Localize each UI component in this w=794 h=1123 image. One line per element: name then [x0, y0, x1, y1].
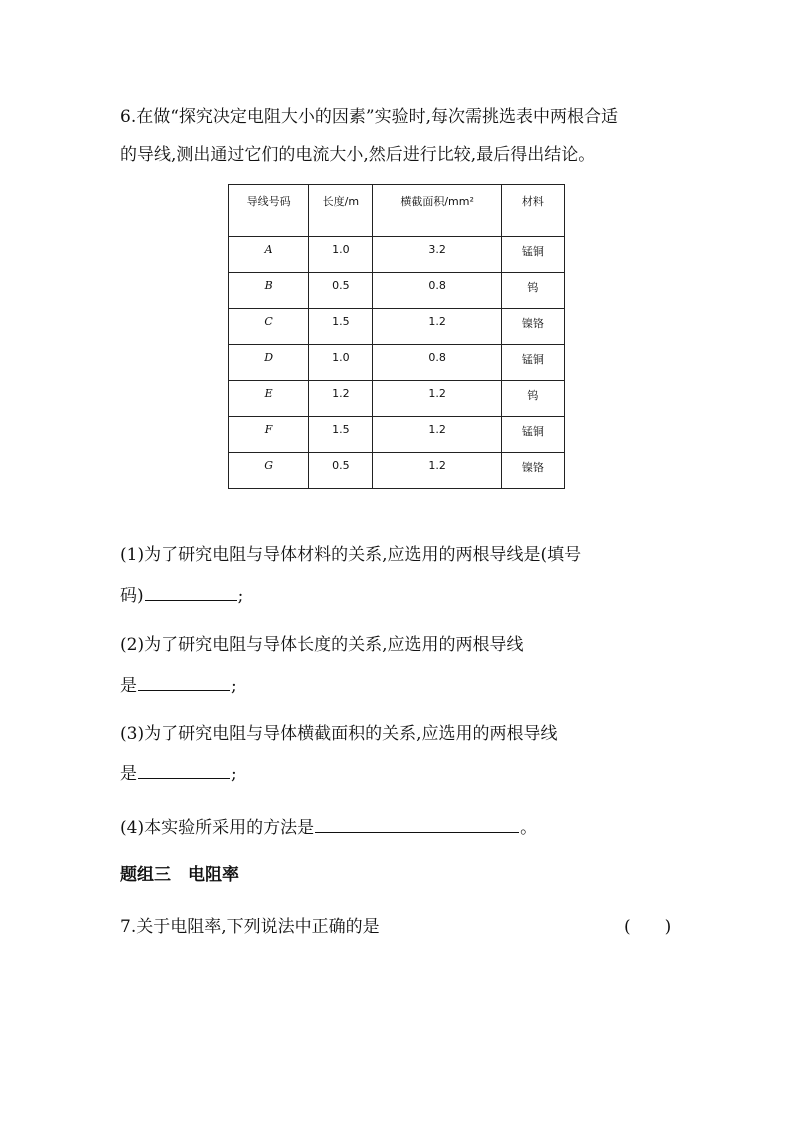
header-wire-code: 导线号码 [229, 185, 309, 237]
table-row [229, 453, 565, 489]
cell-code: A [229, 237, 309, 273]
cell-area: 1.2 [373, 453, 501, 489]
table-row [229, 345, 565, 381]
cell-length: 1.0 [309, 345, 373, 381]
sub-question-3-end: ; [231, 764, 237, 784]
sub-question-2-answer [120, 674, 237, 697]
sub-question-3-answer [120, 762, 237, 785]
question-7: 7.关于电阻率,下列说法中正确的是 [120, 917, 380, 937]
cell-code: D [229, 345, 309, 381]
sub-question-4 [120, 816, 537, 839]
sub-question-1: (1)为了研究电阻与导体材料的关系,应选用的两根导线是(填号 [120, 545, 582, 565]
cell-material: 锰铜 [501, 345, 564, 381]
cell-area: 1.2 [373, 417, 501, 453]
answer-parentheses[interactable]: ( ) [624, 917, 672, 937]
header-length: 长度/m [309, 185, 373, 237]
question-6-line-2: 的导线,测出通过它们的电流大小,然后进行比较,最后得出结论。 [120, 145, 596, 165]
sub-question-1-cont: 码) [120, 586, 144, 606]
question-6-line-1: 6.在做“探究决定电阻大小的因素”实验时,每次需挑选表中两根合适 [120, 107, 619, 127]
cell-length: 0.5 [309, 273, 373, 309]
cell-code: B [229, 273, 309, 309]
sub-question-4-end: 。 [520, 818, 538, 838]
sub-question-2-cont: 是 [120, 676, 137, 696]
sub-question-1-end: ; [237, 586, 244, 606]
answer-blank-2[interactable] [138, 674, 230, 691]
cell-area: 0.8 [373, 345, 501, 381]
wire-table [228, 184, 565, 489]
cell-material: 锰铜 [501, 417, 564, 453]
cell-area: 1.2 [373, 309, 501, 345]
cell-material: 镍铬 [501, 453, 564, 489]
answer-blank-4[interactable] [315, 816, 519, 833]
table-row [229, 381, 565, 417]
cell-code: G [229, 453, 309, 489]
header-cross-section: 横截面积/mm² [373, 185, 501, 237]
sub-question-3-cont: 是 [120, 764, 137, 784]
cell-code: C [229, 309, 309, 345]
cell-area: 1.2 [373, 381, 501, 417]
sub-question-2: (2)为了研究电阻与导体长度的关系,应选用的两根导线 [120, 635, 524, 655]
sub-question-3: (3)为了研究电阻与导体横截面积的关系,应选用的两根导线 [120, 724, 558, 744]
answer-blank-3[interactable] [138, 762, 230, 779]
table-row [229, 309, 565, 345]
table-row [229, 237, 565, 273]
sub-question-4-text: (4)本实验所采用的方法是 [120, 818, 315, 838]
cell-area: 0.8 [373, 273, 501, 309]
table-header-row [229, 185, 565, 237]
header-material: 材料 [501, 185, 564, 237]
cell-length: 1.0 [309, 237, 373, 273]
cell-area: 3.2 [373, 237, 501, 273]
section-title: 题组三 电阻率 [120, 865, 239, 885]
table-row [229, 273, 565, 309]
cell-code: F [229, 417, 309, 453]
cell-length: 0.5 [309, 453, 373, 489]
cell-length: 1.5 [309, 417, 373, 453]
cell-material: 钨 [501, 381, 564, 417]
cell-material: 锰铜 [501, 237, 564, 273]
answer-blank-1[interactable] [145, 584, 237, 601]
cell-code: E [229, 381, 309, 417]
cell-length: 1.2 [309, 381, 373, 417]
sub-question-1-answer [120, 584, 243, 607]
sub-question-2-end: ; [231, 676, 237, 696]
table-row [229, 417, 565, 453]
cell-material: 钨 [501, 273, 564, 309]
cell-material: 镍铬 [501, 309, 564, 345]
cell-length: 1.5 [309, 309, 373, 345]
